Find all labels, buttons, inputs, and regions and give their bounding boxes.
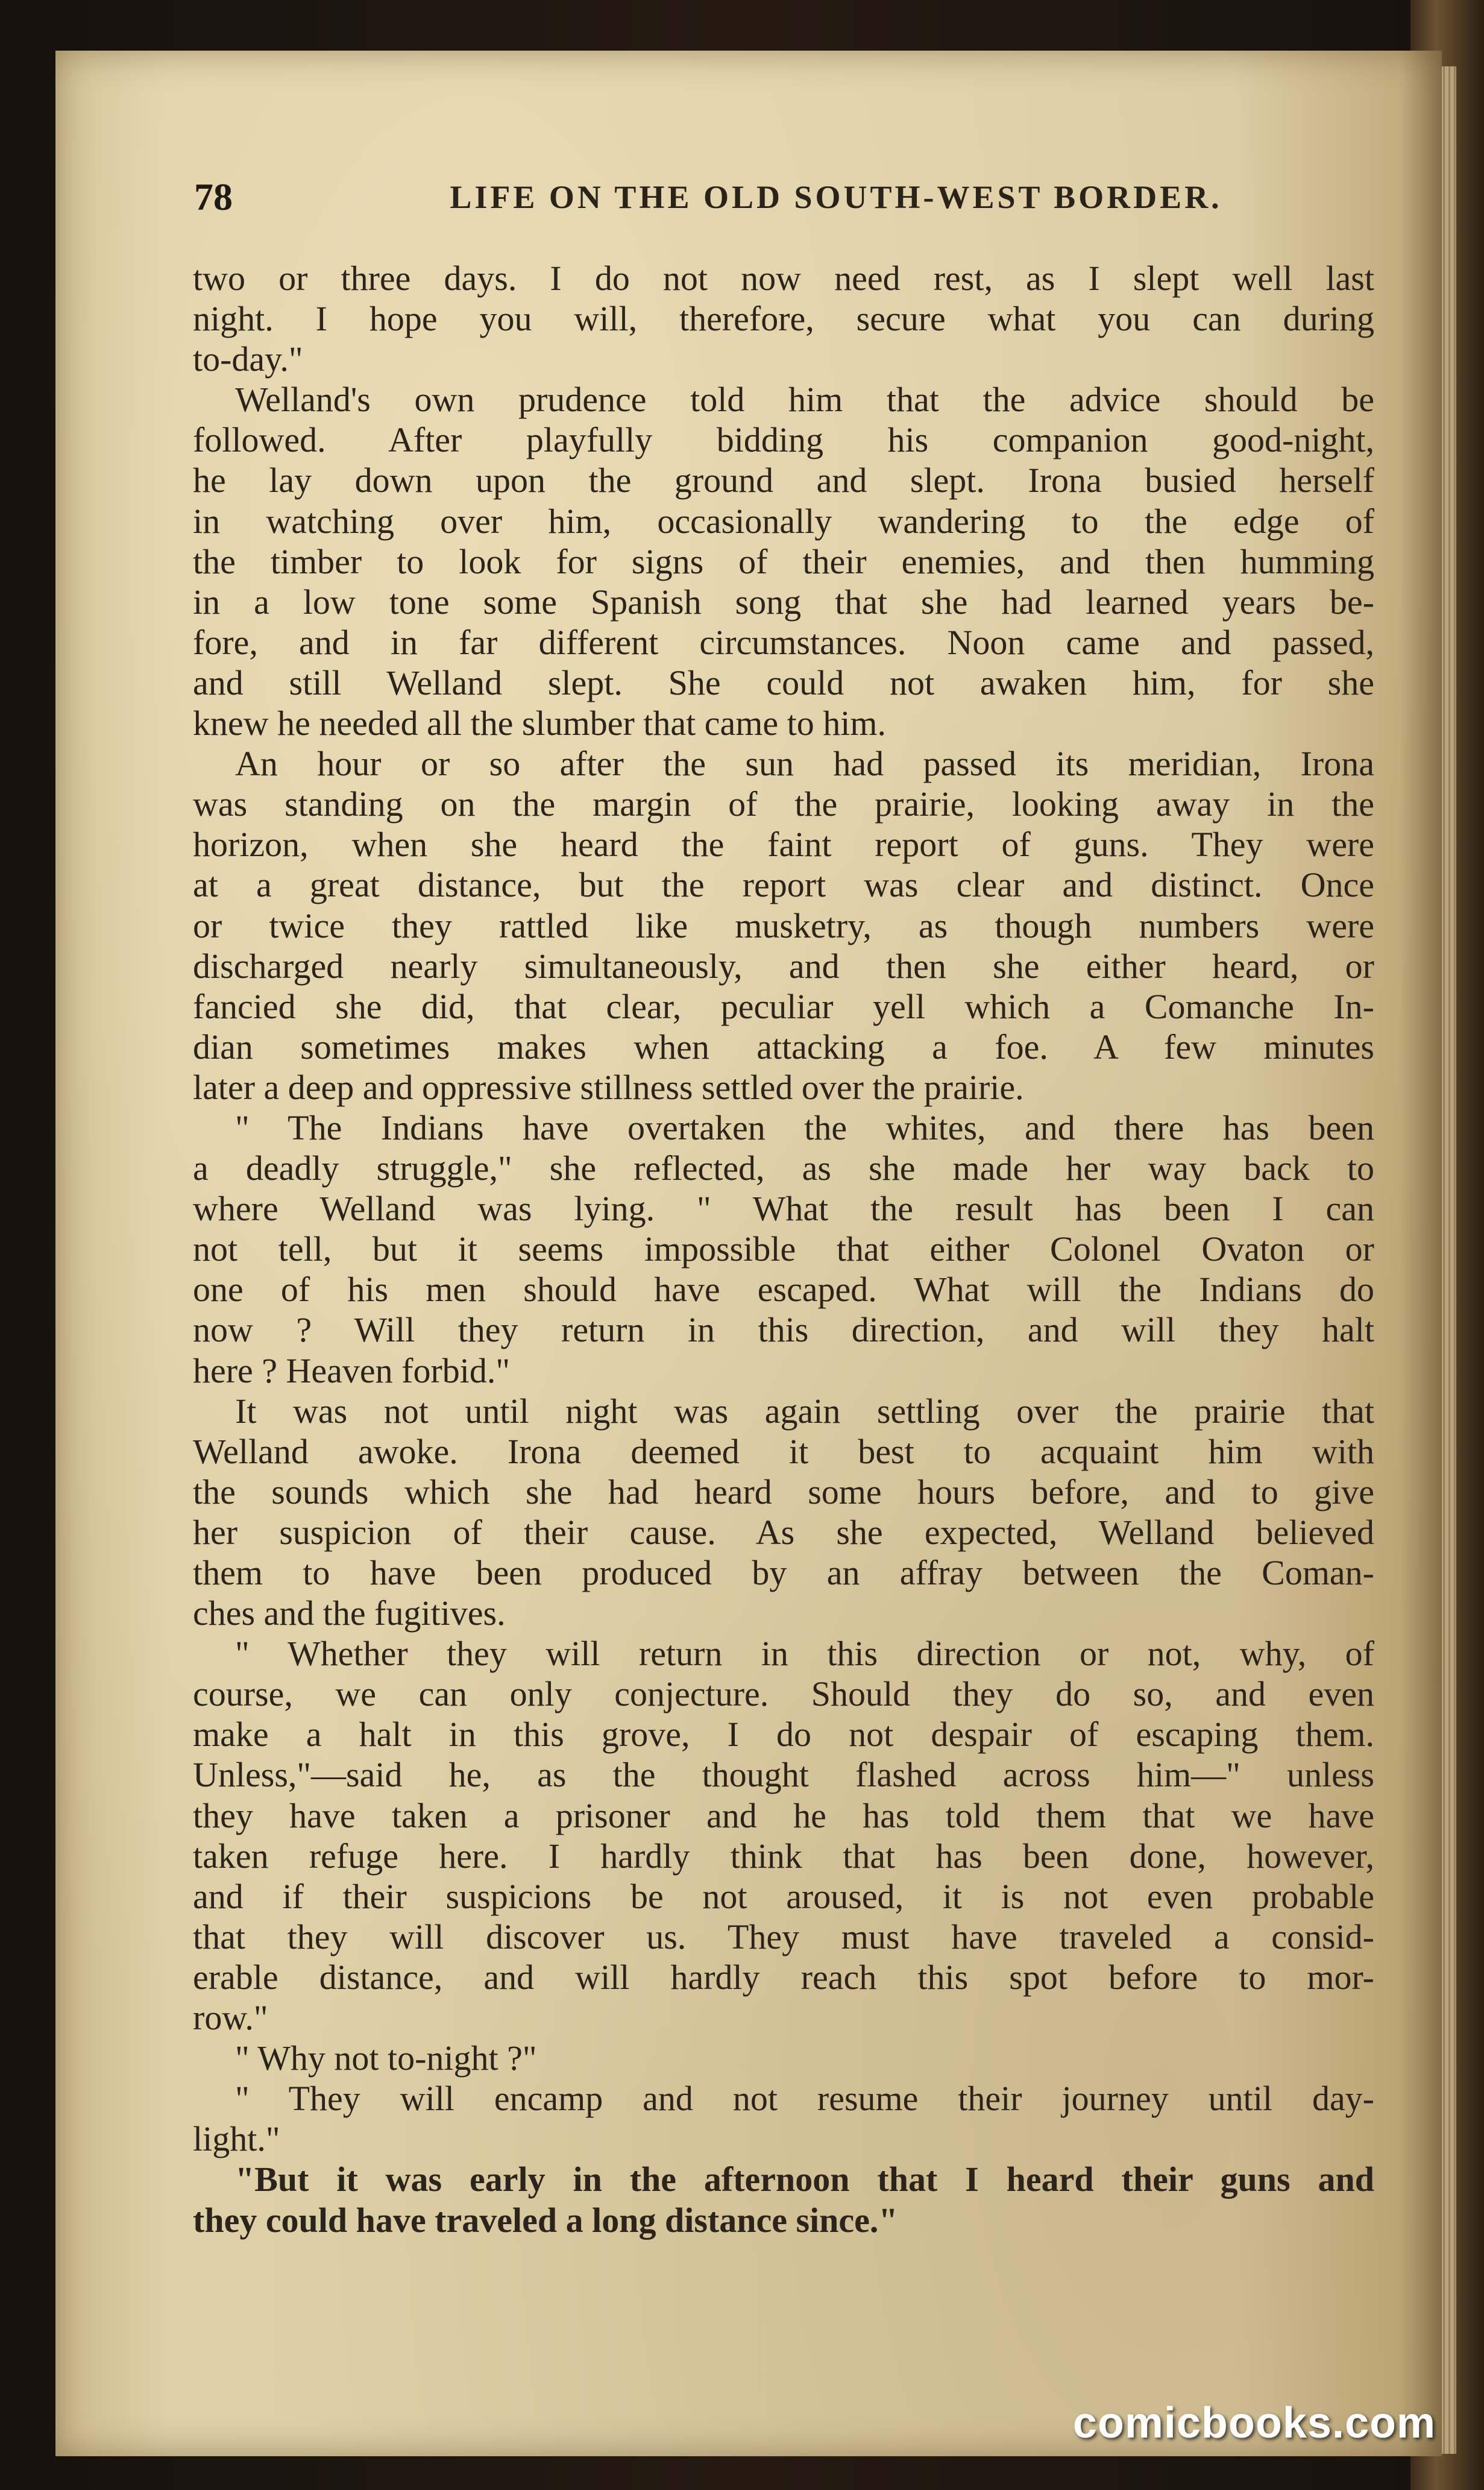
text-line: was standing on the margin of the prairie, looking away in the	[193, 784, 1374, 824]
text-line: one of his men should have escaped. What will the Indians do	[193, 1270, 1374, 1310]
text-line: followed. After playfully bidding his companion good-night,	[193, 420, 1374, 460]
text-line: here ? Heaven forbid."	[193, 1351, 511, 1390]
text-line: at a great distance, but the report was clear and distinct. Once	[193, 865, 1374, 905]
text-line: later a deep and oppressive stillness settled over the prairie.	[193, 1067, 1024, 1107]
text-line: Welland's own prudence told him that the advice should be	[235, 380, 1374, 420]
body-text	[193, 258, 1374, 2240]
text-line: fancied she did, that clear, peculiar yell which a Comanche In-	[193, 986, 1374, 1026]
text-line: her suspicion of their cause. As she expected, Welland believed	[193, 1512, 1374, 1552]
text-line: " Whether they will return in this direction or not, why, of	[235, 1634, 1374, 1674]
text-line: two or three days. I do not now need rest, as I slept well last	[193, 259, 1374, 298]
text-line: where Welland was lying. " What the result has been I can	[193, 1189, 1374, 1229]
text-line: make a halt in this grove, I do not despair of escaping them.	[193, 1715, 1374, 1754]
text-line: they could have traveled a long distance since."	[193, 2200, 898, 2240]
text-line: the timber to look for signs of their enemies, and then humming	[193, 541, 1374, 581]
text-line: course, we can only conjecture. Should they do so, and even	[193, 1674, 1374, 1714]
text-line: It was not until night was again settling over the prairie that	[235, 1391, 1374, 1431]
text-line: An hour or so after the sun had passed its meridian, Irona	[235, 744, 1374, 784]
text-line: in watching over him, occasionally wandering to the edge of	[193, 501, 1374, 541]
text-line: discharged nearly simultaneously, and then she either heard, or	[193, 946, 1374, 986]
text-line: the sounds which she had heard some hours before, and to give	[193, 1472, 1374, 1511]
text-line: not tell, but it seems impossible that either Colonel Ovaton or	[193, 1229, 1374, 1269]
page-number: 78	[194, 175, 233, 218]
text-line: " They will encamp and not resume their journey until day-	[235, 2079, 1374, 2119]
text-line: a deadly struggle," she reflected, as she made her way back to	[193, 1149, 1374, 1188]
text-line: dian sometimes makes when attacking a foe. A few minutes	[193, 1027, 1374, 1067]
text-line: taken refuge here. I hardly think that has been done, however,	[193, 1836, 1374, 1876]
text-line: Welland awoke. Irona deemed it best to acquaint him with	[193, 1431, 1374, 1471]
text-line: erable distance, and will hardly reach this spot before to mor-	[193, 1957, 1374, 1997]
text-line: he lay down upon the ground and slept. Irona busied herself	[193, 461, 1374, 500]
text-line: now ? Will they return in this direction, and will they halt	[193, 1310, 1374, 1350]
text-line: that they will discover us. They must have traveled a consid-	[193, 1917, 1374, 1956]
text-line: " Why not to-night ?"	[235, 2038, 537, 2078]
page-header	[194, 170, 1376, 224]
text-line: in a low tone some Spanish song that she had learned years be-	[193, 582, 1374, 622]
text-line: night. I hope you will, therefore, secure what you can during	[193, 299, 1374, 339]
text-line: to-day."	[193, 339, 303, 379]
text-line: they have taken a prisoner and he has told them that we have	[193, 1795, 1374, 1835]
text-line: and if their suspicions be not aroused, it is not even probable	[193, 1876, 1374, 1916]
text-line: or twice they rattled like musketry, as though numbers were	[193, 906, 1374, 945]
text-line: "But it was early in the afternoon that I heard their guns and	[235, 2160, 1374, 2199]
text-line: row."	[193, 1998, 268, 2038]
text-line: knew he needed all the slumber that came to him.	[193, 704, 886, 743]
text-line: Unless,"—said he, as the thought flashed across him—" unless	[193, 1755, 1374, 1795]
text-line: and still Welland slept. She could not awaken him, for she	[193, 663, 1374, 702]
text-line: ches and the fugitives.	[193, 1593, 506, 1633]
running-title: LIFE ON THE OLD SOUTH-WEST BORDER.	[450, 179, 1222, 215]
text-line: them to have been produced by an affray between the Coman-	[193, 1553, 1374, 1592]
text-line: fore, and in far different circumstances. Noon came and passed,	[193, 622, 1374, 662]
text-line: light."	[193, 2119, 280, 2159]
text-line: " The Indians have overtaken the whites, and there has been	[235, 1108, 1374, 1147]
watermark-logo: comicbooks.com	[1072, 2399, 1436, 2447]
text-line: horizon, when she heard the faint report of guns. They were	[193, 825, 1374, 865]
